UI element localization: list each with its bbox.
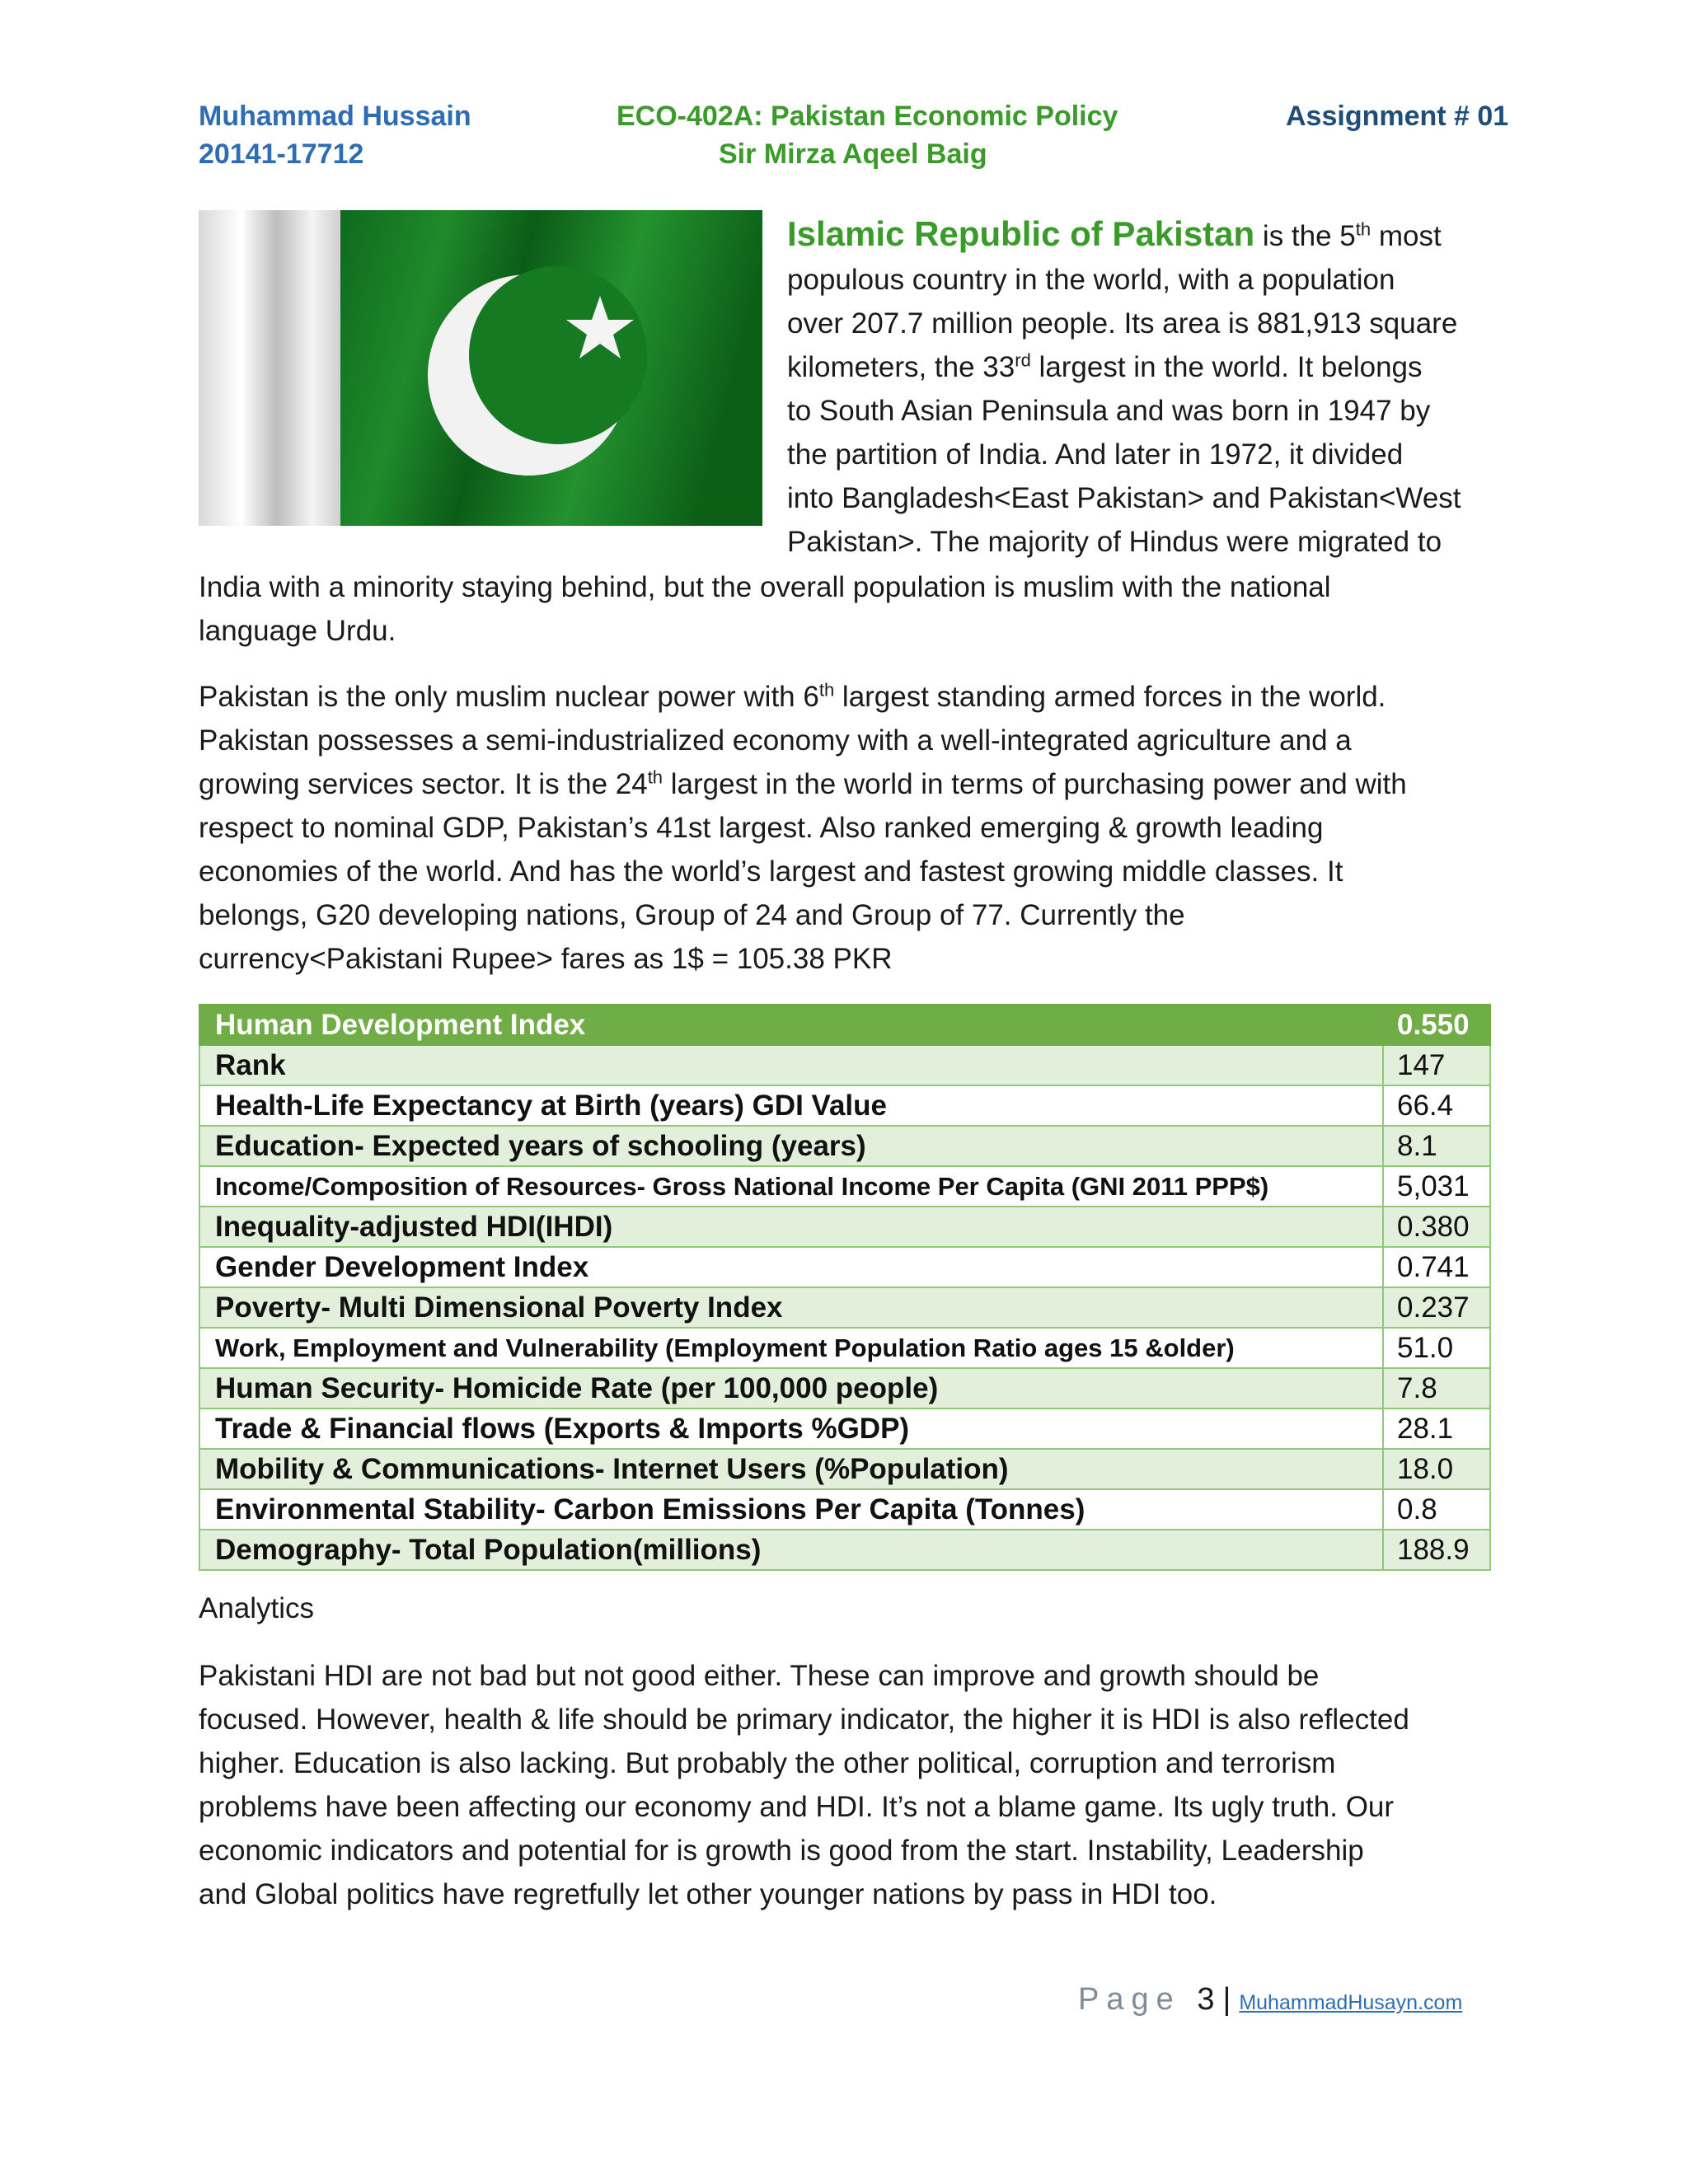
row-value: 0.741 bbox=[1383, 1247, 1490, 1287]
row-label: Work, Employment and Vulnerability (Employment Population Ratio ages 15 &older) bbox=[199, 1328, 1383, 1368]
table-row bbox=[199, 1085, 1490, 1126]
page-footer bbox=[1078, 1982, 1462, 2018]
intro-text: most bbox=[1371, 220, 1442, 252]
row-label: Income/Composition of Resources- Gross National Income Per Capita (GNI 2011 PPP$) bbox=[199, 1166, 1383, 1207]
table-row bbox=[199, 1287, 1490, 1328]
footer-separator: | bbox=[1222, 1982, 1231, 2017]
row-label: Demography- Total Population(millions) bbox=[199, 1530, 1383, 1570]
table-row bbox=[199, 1207, 1490, 1247]
para-text: Pakistan is the only muslim nuclear power with 6 bbox=[199, 681, 819, 713]
para-text: growing services sector. It is the 24 bbox=[199, 768, 648, 800]
table-row bbox=[199, 1166, 1490, 1207]
analytics-line: higher. Education is also lacking. But probably the other political, corruption and terrorism bbox=[199, 1747, 1336, 1779]
intro-line: the partition of India. And later in 1972, it divided bbox=[787, 438, 1404, 471]
para-line: Pakistan possesses a semi-industrialized economy with a well-integrated agriculture and a bbox=[199, 724, 1352, 757]
intro-tail bbox=[199, 565, 1501, 653]
intro-line: Pakistan>. The majority of Hindus were migrated to bbox=[787, 526, 1442, 558]
para-line: currency<Pakistani Rupee> fares as 1$ = 105.38 PKR bbox=[199, 943, 893, 975]
intro-line: language Urdu. bbox=[199, 615, 396, 647]
row-label: Rank bbox=[199, 1045, 1383, 1085]
page-label: Page bbox=[1078, 1982, 1181, 2017]
row-value: 0.8 bbox=[1383, 1489, 1490, 1530]
table-row bbox=[199, 1530, 1490, 1570]
table-row bbox=[199, 1368, 1490, 1408]
para-text: largest in the world in terms of purchasing power and with bbox=[663, 768, 1407, 800]
row-label: Human Security- Homicide Rate (per 100,000 people) bbox=[199, 1368, 1383, 1408]
row-value: 7.8 bbox=[1383, 1368, 1490, 1408]
row-label: Health-Life Expectancy at Birth (years) GDI Value bbox=[199, 1085, 1383, 1126]
para-line: belongs, G20 developing nations, Group of 24 and Group of 77. Currently the bbox=[199, 899, 1185, 931]
row-value: 0.380 bbox=[1383, 1207, 1490, 1247]
row-label: Trade & Financial flows (Exports & Imports %GDP) bbox=[199, 1408, 1383, 1449]
row-value: 66.4 bbox=[1383, 1085, 1490, 1126]
superscript: th bbox=[1355, 218, 1372, 240]
table-row bbox=[199, 1328, 1490, 1368]
intro-line: over 207.7 million people. Its area is 881,913 square bbox=[787, 307, 1458, 340]
intro-line: to South Asian Peninsula and was born in 1947 by bbox=[787, 395, 1431, 427]
instructor-name: Sir Mirza Aqeel Baig bbox=[719, 138, 987, 170]
analytics-line: economic indicators and potential for is growth is good from the start. Instability, Leadership bbox=[199, 1835, 1364, 1867]
superscript: th bbox=[647, 766, 663, 788]
intro-line: into Bangladesh<East Pakistan> and Pakistan<West bbox=[787, 482, 1461, 514]
analytics-line: and Global politics have regretfully let other younger nations by pass in HDI too. bbox=[199, 1878, 1217, 1910]
table-header-row bbox=[199, 1005, 1490, 1045]
intro-line: India with a minority staying behind, but the overall population is muslim with the national bbox=[199, 571, 1331, 603]
table-row bbox=[199, 1126, 1490, 1166]
intro-paragraph bbox=[787, 212, 1496, 564]
row-label: Poverty- Multi Dimensional Poverty Index bbox=[199, 1287, 1383, 1328]
row-value: 0.237 bbox=[1383, 1287, 1490, 1328]
assignment-number: Assignment # 01 bbox=[1286, 101, 1509, 132]
analytics-paragraph bbox=[199, 1654, 1501, 1916]
para-line: economies of the world. And has the world’s largest and fastest growing middle classes. It bbox=[199, 855, 1343, 888]
analytics-line: Pakistani HDI are not bad but not good either. These can improve and growth should be bbox=[199, 1660, 1320, 1692]
row-value: 51.0 bbox=[1383, 1328, 1490, 1368]
para-text: largest standing armed forces in the world. bbox=[834, 681, 1386, 713]
row-value: 18.0 bbox=[1383, 1449, 1490, 1489]
intro-text: kilometers, the 33 bbox=[787, 351, 1015, 383]
table-row bbox=[199, 1489, 1490, 1530]
country-name-heading: Islamic Republic of Pakistan bbox=[787, 214, 1255, 253]
table-header-label: Human Development Index bbox=[199, 1005, 1383, 1045]
intro-text: largest in the world. It belongs bbox=[1030, 351, 1423, 383]
analytics-line: focused. However, health & life should be primary indicator, the higher it is HDI is also reflected bbox=[199, 1704, 1409, 1736]
pakistan-flag-image bbox=[199, 210, 762, 526]
row-value: 5,031 bbox=[1383, 1166, 1490, 1207]
student-id: 20141-17712 bbox=[199, 138, 364, 170]
economy-paragraph bbox=[199, 675, 1501, 981]
page-number: 3 bbox=[1197, 1982, 1215, 2017]
row-value: 147 bbox=[1383, 1045, 1490, 1085]
analytics-line: problems have been affecting our economy and HDI. It’s not a blame game. Its ugly truth. Our bbox=[199, 1791, 1395, 1823]
row-label: Mobility & Communications- Internet Users (%Population) bbox=[199, 1449, 1383, 1489]
para-line: respect to nominal GDP, Pakistan’s 41st largest. Also ranked emerging & growth leading bbox=[199, 812, 1324, 844]
author-name: Muhammad Hussain bbox=[199, 101, 471, 132]
hdi-table bbox=[199, 1004, 1491, 1571]
row-value: 28.1 bbox=[1383, 1408, 1490, 1449]
table-row bbox=[199, 1247, 1490, 1287]
intro-line: populous country in the world, with a population bbox=[787, 264, 1395, 296]
analytics-title: Analytics bbox=[199, 1592, 315, 1624]
superscript: th bbox=[818, 679, 835, 701]
table-header-value: 0.550 bbox=[1383, 1005, 1490, 1045]
row-label: Education- Expected years of schooling (years) bbox=[199, 1126, 1383, 1166]
website-link[interactable]: MuhammadHusayn.com bbox=[1239, 1991, 1463, 2014]
row-label: Gender Development Index bbox=[199, 1247, 1383, 1287]
intro-text: is the 5 bbox=[1262, 220, 1356, 252]
row-label: Environmental Stability- Carbon Emissions Per Capita (Tonnes) bbox=[199, 1489, 1383, 1530]
row-value: 188.9 bbox=[1383, 1530, 1490, 1570]
table-row bbox=[199, 1045, 1490, 1085]
course-title: ECO-402A: Pakistan Economic Policy bbox=[617, 101, 1118, 132]
table-row bbox=[199, 1449, 1490, 1489]
row-value: 8.1 bbox=[1383, 1126, 1490, 1166]
row-label: Inequality-adjusted HDI(IHDI) bbox=[199, 1207, 1383, 1247]
superscript: rd bbox=[1015, 349, 1031, 371]
table-row bbox=[199, 1408, 1490, 1449]
